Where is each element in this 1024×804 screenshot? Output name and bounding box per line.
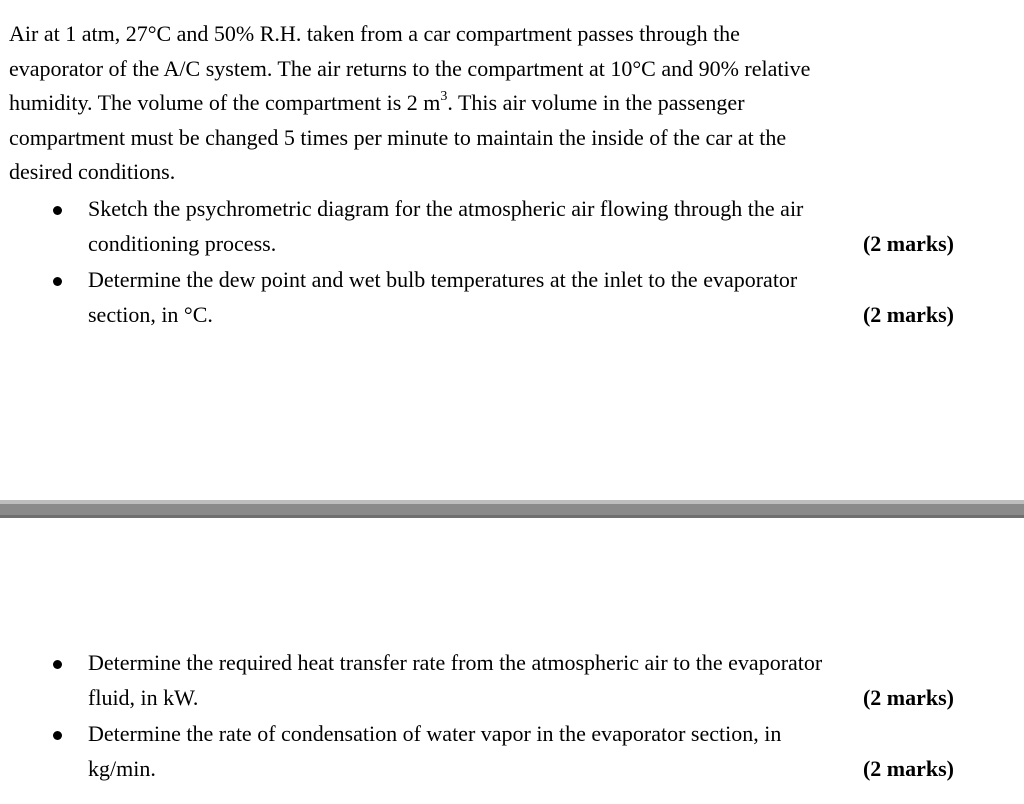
problem-statement bbox=[9, 17, 1009, 190]
intro-line-4: compartment must be changed 5 times per minute to maintain the inside of the car at the bbox=[9, 124, 787, 150]
question-text-line2 bbox=[88, 298, 954, 333]
question-text-line2 bbox=[88, 227, 954, 262]
question-list-top bbox=[0, 192, 1024, 332]
question-text-line2 bbox=[88, 681, 954, 716]
marks-label: (2 marks) bbox=[862, 684, 954, 710]
question-text-line1: Determine the dew point and wet bulb temperatures at the inlet to the evaporator bbox=[88, 267, 798, 292]
question-list-bottom bbox=[0, 646, 1024, 786]
bullet-dot bbox=[53, 731, 62, 740]
marks-label: (2 marks) bbox=[862, 230, 954, 256]
bullet-dot bbox=[53, 206, 62, 215]
question-item bbox=[0, 263, 954, 332]
intro-line-5: desired conditions. bbox=[9, 159, 176, 184]
page-separator bbox=[0, 500, 1024, 518]
document-page-2 bbox=[0, 518, 1024, 804]
marks-label: (2 marks) bbox=[862, 301, 954, 327]
marks-label: (2 marks) bbox=[862, 755, 954, 781]
question-text-tail: section, in °C. bbox=[88, 301, 213, 327]
question-text-tail: conditioning process. bbox=[88, 230, 277, 256]
question-text-tail: fluid, in kW. bbox=[88, 684, 199, 710]
question-text-line1: Determine the required heat transfer rate from the atmospheric air to the evaporator bbox=[88, 650, 823, 675]
question-text-line1: Determine the rate of condensation of water vapor in the evaporator section, in bbox=[88, 721, 782, 746]
question-item bbox=[0, 646, 954, 715]
question-text-tail: kg/min. bbox=[88, 755, 156, 781]
intro-line-3 bbox=[9, 86, 1009, 121]
intro-line-2: evaporator of the A/C system. The air returns to the compartment at 10°C and 90% relative bbox=[9, 55, 811, 81]
question-text-line2 bbox=[88, 752, 954, 787]
intro-line-3-start: humidity. The volume of the compartment is 2 m bbox=[9, 90, 441, 115]
question-text-line1: Sketch the psychrometric diagram for the atmospheric air flowing through the air bbox=[88, 196, 804, 221]
bullet-dot bbox=[53, 660, 62, 669]
question-item bbox=[0, 192, 954, 261]
question-item bbox=[0, 717, 954, 786]
intro-line-3-end: . This air volume in the passenger bbox=[447, 90, 745, 115]
bullet-dot bbox=[53, 277, 62, 286]
cubic-superscript: 3 bbox=[440, 88, 448, 104]
intro-line-1: Air at 1 atm, 27°C and 50% R.H. taken from a car compartment passes through the bbox=[9, 21, 740, 46]
